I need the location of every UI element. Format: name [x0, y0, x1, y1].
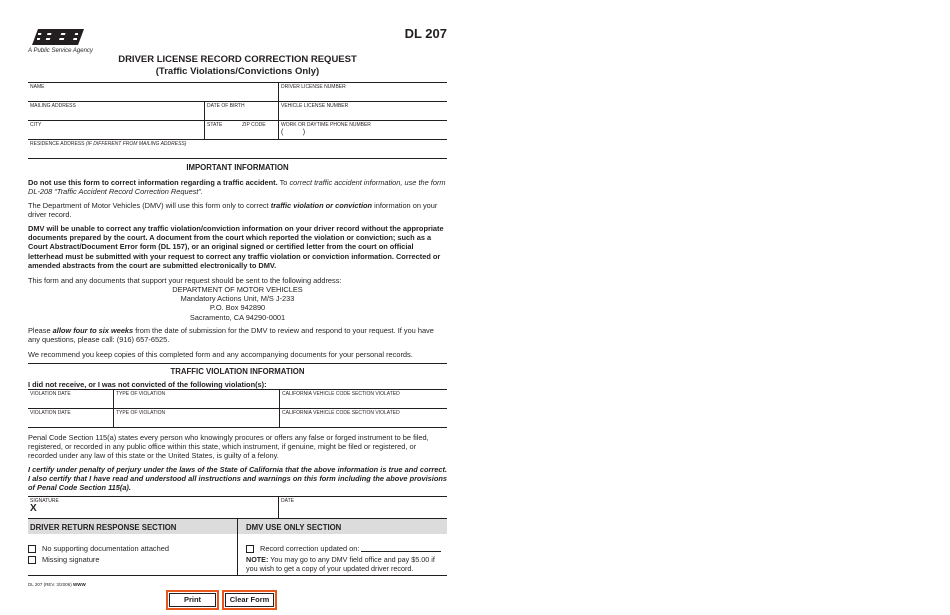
- revision-code-www: WWW: [72, 582, 86, 587]
- date-field[interactable]: [279, 497, 447, 519]
- important-paragraph-2: [28, 201, 447, 219]
- signature-grid: [28, 496, 447, 519]
- violation-type-label-2: TYPE OF VIOLATION: [116, 410, 166, 416]
- mailing-address-block: [28, 285, 447, 322]
- important-paragraph-5: [28, 326, 447, 344]
- clear-form-button[interactable]: [222, 590, 277, 610]
- violations-statement: I did not receive, or I was not convicted of the following violation(s):: [28, 380, 267, 389]
- important-paragraph-4: This form and any documents that support your request should be sent to the following address:: [28, 276, 342, 285]
- driver-license-number-field[interactable]: [279, 83, 447, 101]
- state-label: STATE: [207, 122, 223, 128]
- p5-bold-italic: allow four to six weeks: [52, 326, 134, 335]
- missing-signature-checkbox[interactable]: [28, 556, 36, 564]
- signature-field[interactable]: [28, 497, 279, 519]
- no-documentation-label: No supporting documentation attached: [42, 544, 169, 553]
- date-label: DATE: [281, 498, 294, 504]
- agency-tagline: A Public Service Agency: [28, 48, 93, 54]
- important-paragraph-3: DMV will be unable to correct any traffic violation/conviction information on your driver record without the appropriate documents prepared by the court. A document from the court which reported the violation or conviction; such as a Court Abstract/Document Error form (DL 157), or an original signed or certified letter from the court on official letterhead must be submitted with your request to correct any traffic violation or conviction information. Corrected or amended abstracts from the court are submitted electronically to DMV.: [28, 224, 444, 270]
- driver-license-number-label: DRIVER LICENSE NUMBER: [281, 84, 346, 90]
- certification-text: I certify under penalty of perjury under the laws of the State of California that the above information is true and correct. I also certify that I have read and understood all instructions and warnings on this form including the above provisions of Penal Code Section 115(a).: [28, 465, 447, 493]
- p1-pre: To: [277, 178, 290, 187]
- zip-code-field[interactable]: [240, 121, 279, 139]
- residence-address-field[interactable]: [28, 140, 447, 158]
- signature-label: SIGNATURE: [30, 498, 59, 504]
- driver-return-section: [28, 519, 238, 575]
- residence-address-note: (IF DIFFERENT FROM MAILING ADDRESS): [85, 141, 187, 147]
- p5-post: from the date of submission for the DMV to review and respond to your request. If you have any questions, please call: (916) 657-6525.: [28, 326, 434, 345]
- clear-form-button-label: Clear Form: [225, 593, 274, 607]
- record-updated-option[interactable]: [246, 544, 447, 553]
- date-of-birth-label: DATE OF BIRTH: [207, 103, 245, 109]
- print-button-label: Print: [169, 593, 216, 607]
- record-updated-blank[interactable]: [361, 545, 441, 552]
- no-documentation-option[interactable]: [28, 544, 237, 553]
- revision-code: DL 207 (REV. 3/2006): [28, 582, 72, 587]
- p1-bold: Do not use this form to correct information regarding a traffic accident.: [28, 178, 278, 187]
- violation-type-field-2[interactable]: [114, 409, 280, 427]
- note-text: You may go to any DMV field office and pay $5.00 if you wish to get a copy of your updated driver record.: [246, 555, 435, 573]
- phone-field[interactable]: [279, 121, 447, 139]
- record-updated-checkbox[interactable]: [246, 545, 254, 553]
- violation-type-field-1[interactable]: [114, 390, 280, 408]
- dmv-logo: [28, 27, 93, 54]
- no-documentation-checkbox[interactable]: [28, 545, 36, 553]
- address-line-2: Mandatory Actions Unit, M/S J-233: [180, 294, 295, 304]
- violations-heading: TRAFFIC VIOLATION INFORMATION: [170, 367, 305, 376]
- missing-signature-option[interactable]: [28, 555, 237, 564]
- address-line-1: DEPARTMENT OF MOTOR VEHICLES: [172, 285, 303, 294]
- form-revision-code: [28, 582, 86, 587]
- response-sections: [28, 518, 447, 576]
- residence-address-label: RESIDENCE ADDRESS: [30, 141, 85, 147]
- applicant-info-grid: [28, 82, 447, 159]
- p1-italic: correct traffic accident information, use the form DL-208 “Traffic Accident Record Correction Request”.: [28, 178, 446, 197]
- phone-parens: ( ): [281, 129, 306, 136]
- print-button[interactable]: [166, 590, 219, 610]
- form-number: DL 207: [404, 26, 447, 41]
- violation-date-label-1: VIOLATION DATE: [30, 391, 71, 397]
- dmv-use-heading: DMV USE ONLY SECTION: [238, 519, 447, 534]
- date-of-birth-field[interactable]: [205, 102, 279, 120]
- p2-bold-italic: traffic violation or conviction: [270, 201, 373, 210]
- dmv-use-section: [238, 519, 447, 575]
- important-paragraph-6: We recommend you keep copies of this completed form and any accompanying documents for your personal records.: [28, 350, 413, 359]
- p2-post: information on your driver record.: [28, 201, 438, 220]
- form-title: [28, 54, 447, 78]
- name-field[interactable]: [28, 83, 279, 101]
- p2-pre: The Department of Motor Vehicles (DMV) will use this form only to correct: [28, 201, 271, 210]
- record-updated-label: Record correction updated on:: [260, 544, 360, 553]
- vehicle-license-number-label: VEHICLE LICENSE NUMBER: [281, 103, 349, 109]
- important-paragraph-1: [28, 178, 447, 196]
- mailing-address-field[interactable]: [28, 102, 205, 120]
- dmv-logo-mark: [28, 27, 88, 47]
- dmv-note: [246, 555, 447, 573]
- violations-grid: [28, 389, 447, 428]
- city-label: CITY: [30, 122, 42, 128]
- city-field[interactable]: [28, 121, 205, 139]
- violation-type-label-1: TYPE OF VIOLATION: [116, 391, 166, 397]
- name-label: NAME: [30, 84, 45, 90]
- zip-code-label: ZIP CODE: [242, 122, 266, 128]
- vehicle-code-label-1: CALIFORNIA VEHICLE CODE SECTION VIOLATED: [282, 391, 400, 397]
- penal-code-text: Penal Code Section 115(a) states every person who knowingly procures or offers any false or forged instrument to be filed, registered, or recorded in any public office within this state, which instrument, if genuine, might be filed or registered, or recorded under any law of this state or the United States, is guilty of a felony.: [28, 433, 429, 461]
- p5-pre: Please: [28, 326, 53, 335]
- vehicle-license-number-field[interactable]: [279, 102, 447, 120]
- missing-signature-label: Missing signature: [42, 555, 100, 564]
- vehicle-code-field-2[interactable]: [280, 409, 447, 427]
- important-heading: IMPORTANT INFORMATION: [186, 163, 289, 172]
- title-line-2: (Traffic Violations/Convictions Only): [155, 66, 320, 77]
- address-line-3: P.O. Box 942890: [209, 303, 266, 313]
- vehicle-code-label-2: CALIFORNIA VEHICLE CODE SECTION VIOLATED: [282, 410, 400, 416]
- mailing-address-label: MAILING ADDRESS: [30, 103, 76, 109]
- violation-date-field-1[interactable]: [28, 390, 114, 408]
- address-line-4: Sacramento, CA 94290-0001: [189, 312, 286, 322]
- state-field[interactable]: [205, 121, 240, 139]
- note-label: NOTE:: [246, 555, 269, 564]
- section-divider: [28, 363, 447, 364]
- signature-x-mark: X: [30, 503, 37, 514]
- title-line-1: DRIVER LICENSE RECORD CORRECTION REQUEST: [118, 54, 357, 65]
- phone-label: WORK OR DAYTIME PHONE NUMBER: [281, 122, 371, 128]
- violation-date-label-2: VIOLATION DATE: [30, 410, 71, 416]
- violation-date-field-2[interactable]: [28, 409, 114, 427]
- vehicle-code-field-1[interactable]: [280, 390, 447, 408]
- driver-return-heading: DRIVER RETURN RESPONSE SECTION: [28, 519, 237, 534]
